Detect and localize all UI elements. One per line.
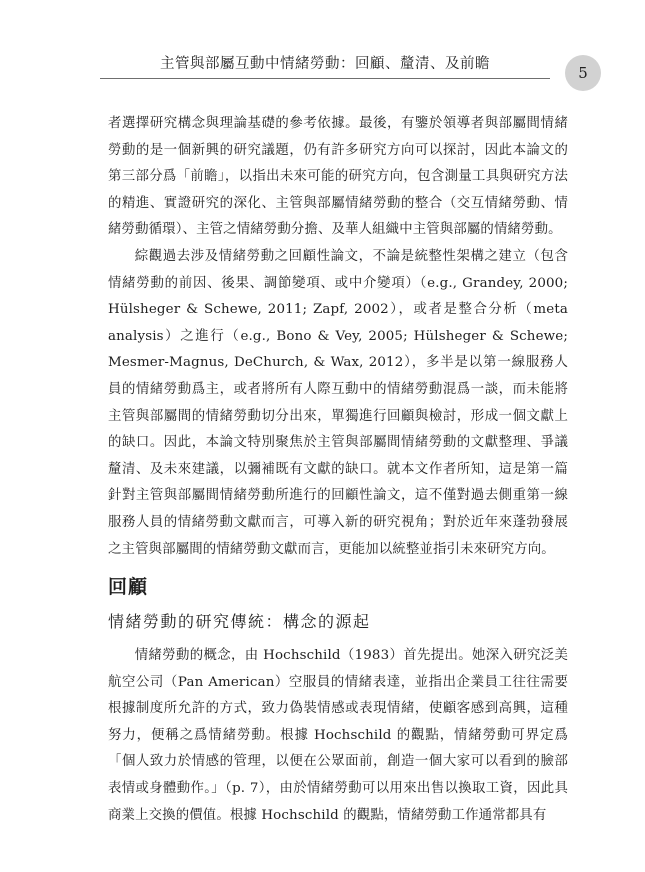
page-header	[0, 0, 645, 100]
body-paragraph-2: 綜觀過去涉及情緒勞動之回顧性論文，不論是統整性架構之建立（包含情緒勞動的前因、後果、調節變項、或中介變項）（e.g., Grandey, 2000; Hülsheger & Schewe, 2011; Zapf, 2002），或者是整合分析（meta analysis）之進行（e.g., Bono & Vey, 2005; Hülsheger & Schewe; Mesmer-Magnus, DeChurch, & Wax, 2012），多半是以第一線服務人員的情緒勞動爲主，或者將所有人際互動中的情緒勞動混爲一談，而未能將主管與部屬間的情緒勞動切分出來，單獨進行回顧與檢討，形成一個文獻上的缺口。因此，本論文特別聚焦於主管與部屬間情緒勞動的文獻整理、爭議釐清、及未來建議，以彌補既有文獻的缺口。就本文作者所知，這是第一篇針對主管與部屬間情緒勞動所進行的回顧性論文，這不僅對過去側重第一線服務人員的情緒勞動文獻而言，可導入新的研究視角；對於近年來蓬勃發展之主管與部屬間的情緒勞動文獻而言，更能加以統整並指引未來研究方向。	[108, 249, 568, 557]
body-paragraph-3: 情緒勞動的概念，由 Hochschild（1983）首先提出。她深入研究泛美航空公司（Pan American）空服員的情緒表達，並指出企業員工往往需要根據制度所允許的方式，致力偽裝情感或表現情緒，使顧客感到高興，這種努力，便稱之爲情緒勞動。根據 Hochschild 的觀點，情緒勞動可界定爲「個人致力於情感的管理，以便在公眾面前，創造一個大家可以看到的臉部表情或身體動作。」（p. 7），由於情緒勞動可以用來出售以換取工資，因此具商業上交換的價值。根據 Hochschild 的觀點，情緒勞動工作通常都具有	[108, 648, 568, 823]
header-rule	[100, 78, 550, 79]
body-paragraph-1: 者選擇研究構念與理論基礎的參考依據。最後，有鑒於領導者與部屬間情緒勞動的是一個新興的研究議題，仍有許多研究方向可以探討，因此本論文的第三部分爲「前瞻」，以指出未來可能的研究方向，包含測量工具與研究方法的精進、實證研究的深化、主管與部屬情緒勞動的整合（交互情緒勞動、情緒勞動循環）、主管之情緒勞動分擔、及華人組織中主管與部屬的情緒勞動。	[108, 116, 568, 238]
running-title: 主管與部屬互動中情緒勞動：回顧、釐清、及前瞻	[160, 56, 490, 72]
section-heading: 回顧	[108, 576, 149, 598]
page-number-badge: 5	[565, 55, 601, 91]
subsection-heading: 情緒勞動的研究傳統：構念的源起	[108, 612, 371, 631]
